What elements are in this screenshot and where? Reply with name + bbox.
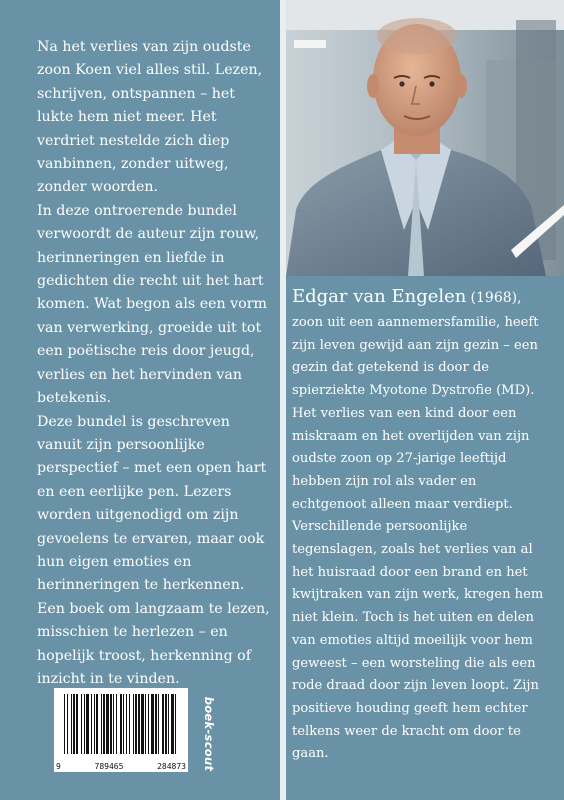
- author-photo: [286, 0, 564, 276]
- isbn-digit-group-2: 789465: [94, 762, 124, 771]
- author-bio-intro: [292, 282, 554, 312]
- author-bio-paragraph-2: Verschillende persoonlijke tegenslagen, zoals het verlies van al het huisraad door een brand en het kwijtraken van zijn werk, kregen hem niet klein. Toch is het uiten en delen van emoties altijd moeilijk voor hem geweest – een worsteling die als een rode draad door zijn leven loopt. Zijn positieve houding geeft hem echter telkens weer de kracht om door te gaan.: [292, 519, 544, 762]
- author-name: Edgar van Engelen: [292, 286, 467, 307]
- author-bio-paragraph-1: zoon uit een aannemersfamilie, heeft zijn leven gewijd aan zijn gezin – een gezin dat getekend is door de spierziekte Myotone Dystrofie (MD). Het verlies van een kind door een miskraam en het overlijden van zijn oudste zoon op 27-jarige leeftijd hebben zijn rol als vader en echtgenoot alleen maar verdiept.: [292, 315, 539, 512]
- blurb-paragraph-3: Deze bundel is geschreven vanuit zijn persoonlijke perspectief – met een open hart en een eerlijke pen. Lezers worden uitgenodigd om zijn gevoelens te ervaren, maar ook hun eigen emoties en herinneringen te herkennen.: [37, 413, 267, 594]
- author-bio: [292, 282, 554, 766]
- isbn-number: [54, 762, 188, 771]
- back-blurb: [37, 36, 273, 691]
- barcode-bars: [54, 692, 188, 762]
- blurb-paragraph-2: In deze ontroerende bundel verwoordt de auteur zijn rouw, herinneringen en liefde in gedichten die recht uit het hart komen. Wat begon als een vorm van verwerking, groeide uit tot een poëtische reis door jeugd, verlies en het hervinden van betekenis.: [37, 202, 267, 407]
- isbn-barcode: [54, 688, 188, 772]
- blurb-paragraph-4: Een boek om langzaam te lezen, misschien te herlezen – en hopelijk troost, herkenning of inzicht in te vinden.: [37, 600, 270, 687]
- publisher-logo-text: boek-scout: [202, 696, 216, 772]
- isbn-digit-group-3: 284873: [157, 762, 186, 771]
- author-portrait-image: [286, 0, 564, 276]
- publisher-logo: [202, 688, 216, 780]
- author-birth-year: (1968),: [470, 290, 522, 306]
- blurb-paragraph-1: Na het verlies van zijn oudste zoon Koen viel alles stil. Lezen, schrijven, ontspannen – het lukte hem niet meer. Het verdriet nestelde zich diep vanbinnen, zonder uitweg, zonder woorden.: [37, 39, 263, 196]
- isbn-digit-group-1: 9: [56, 762, 61, 771]
